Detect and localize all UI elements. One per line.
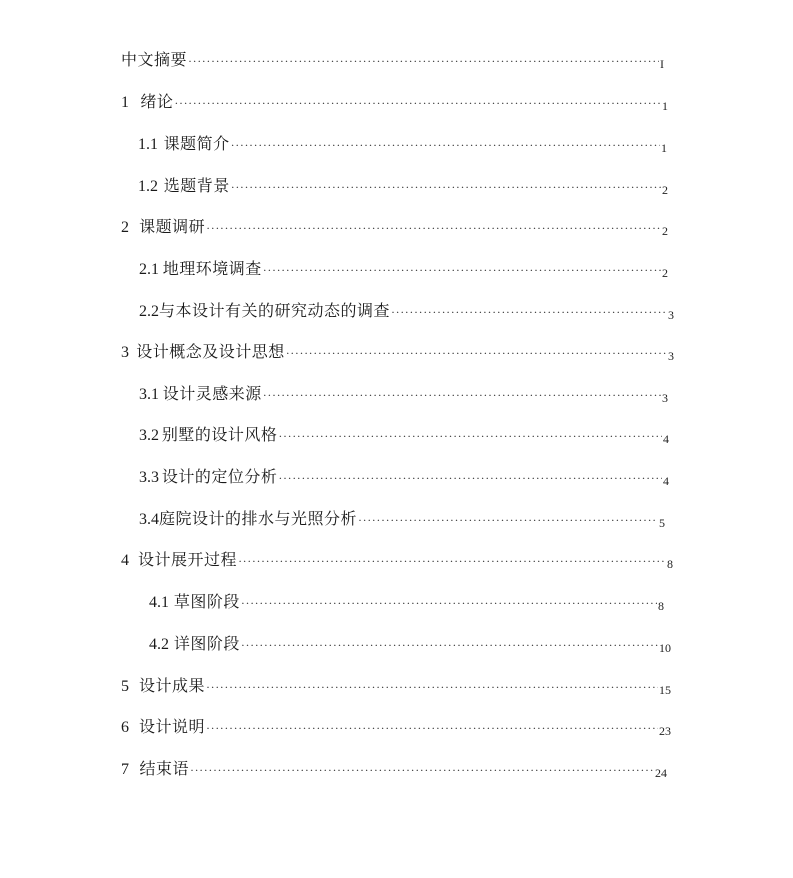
toc-entry-number: 1 <box>121 94 129 111</box>
toc-entry-title: 设计概念及设计思想 <box>136 342 285 361</box>
toc-leader-dots <box>231 180 661 195</box>
toc-entry-number: 2.1 <box>139 261 159 278</box>
toc-entry-title: 设计灵感来源 <box>162 384 262 403</box>
toc-entry-page: 23 <box>659 724 671 738</box>
toc-entry-3-1[interactable] <box>139 381 668 405</box>
toc-entry-title: 选题背景 <box>163 176 230 195</box>
toc-entry-page: 8 <box>658 599 664 613</box>
toc-entry-4[interactable] <box>121 547 673 571</box>
toc-entry-5[interactable] <box>121 673 671 697</box>
toc-entry-title: 别墅的设计风格 <box>161 425 278 444</box>
toc-entry-1-1[interactable] <box>138 131 667 155</box>
toc-entry-2-1[interactable] <box>139 256 668 280</box>
toc-entry-page: 8 <box>667 557 673 571</box>
toc-entry-7[interactable] <box>121 756 667 780</box>
toc-entry-page: 2 <box>662 183 668 197</box>
toc-entry-3-2[interactable] <box>139 422 669 446</box>
toc-entry-page: 3 <box>662 391 668 405</box>
toc-entry-title: 结束语 <box>139 759 189 778</box>
toc-entry-page: 1 <box>661 141 667 155</box>
toc-entry-number: 2 <box>121 219 129 236</box>
toc-entry-2-2[interactable] <box>139 298 674 322</box>
toc-entry-title: 地理环境调查 <box>162 259 262 278</box>
toc-entry-title: 庭院设计的排水与光照分析 <box>159 509 358 528</box>
toc-leader-dots <box>286 346 667 361</box>
toc-entry-title: 课题调研 <box>139 217 206 236</box>
toc-leader-dots <box>190 763 654 778</box>
toc-entry-number: 2.2 <box>139 303 159 320</box>
toc-entry-1[interactable] <box>121 89 668 113</box>
toc-entry-6[interactable] <box>121 714 671 738</box>
toc-entry-page: 2 <box>662 266 668 280</box>
toc-leader-dots <box>206 221 661 236</box>
toc-entry-number: 7 <box>121 761 129 778</box>
toc-entry-3-4[interactable] <box>139 506 665 530</box>
toc-entry-page: 1 <box>662 99 668 113</box>
toc-entry-number: 3.4 <box>139 511 159 528</box>
toc-entry-number: 5 <box>121 678 129 695</box>
toc-leader-dots <box>278 471 662 486</box>
toc-leader-dots <box>278 429 662 444</box>
toc-entry-3-3[interactable] <box>139 464 669 488</box>
toc-entry-title: 设计成果 <box>139 676 206 695</box>
toc-entry-4-2[interactable] <box>149 631 671 655</box>
toc-entry-title: 与本设计有关的研究动态的调查 <box>159 301 391 320</box>
toc-entry-3[interactable] <box>121 339 674 363</box>
toc-entry-2[interactable] <box>121 214 668 238</box>
toc-entry-number: 4 <box>121 552 129 569</box>
toc-entry-title: 中文摘要 <box>121 50 188 69</box>
toc-leader-dots <box>263 388 661 403</box>
toc-entry-abstract[interactable] <box>121 47 664 71</box>
toc-entry-page: 2 <box>662 224 668 238</box>
toc-leader-dots <box>206 721 658 736</box>
toc-entry-page: 3 <box>668 308 674 322</box>
toc-entry-title: 草图阶段 <box>173 592 240 611</box>
toc-leader-dots <box>188 54 659 69</box>
toc-entry-title: 设计展开过程 <box>138 550 238 569</box>
toc-entry-title: 设计说明 <box>139 717 206 736</box>
toc-entry-title: 详图阶段 <box>173 634 240 653</box>
toc-entry-page: 3 <box>668 349 674 363</box>
toc-entry-page: 10 <box>659 641 671 655</box>
toc-entry-number: 6 <box>121 719 129 736</box>
toc-entry-title: 课题简介 <box>163 134 230 153</box>
toc-entry-number: 3 <box>121 344 129 361</box>
toc-leader-dots <box>174 96 661 111</box>
toc-leader-dots <box>231 138 660 153</box>
toc-entry-number: 1.1 <box>138 136 158 153</box>
toc-entry-1-2[interactable] <box>138 173 668 197</box>
toc-leader-dots <box>241 596 657 611</box>
toc-entry-page: 15 <box>659 683 671 697</box>
toc-entry-title: 设计的定位分析 <box>161 467 278 486</box>
toc-entry-number: 3.3 <box>139 469 159 486</box>
toc-leader-dots <box>238 554 666 569</box>
toc-entry-number: 4.1 <box>149 594 169 611</box>
toc-entry-number: 1.2 <box>138 178 158 195</box>
toc-leader-dots <box>358 513 658 528</box>
toc-leader-dots <box>263 263 661 278</box>
toc-leader-dots <box>391 305 667 320</box>
toc-entry-number: 3.2 <box>139 427 159 444</box>
toc-entry-page: I <box>660 57 664 71</box>
toc-leader-dots <box>206 680 658 695</box>
toc-entry-number: 4.2 <box>149 636 169 653</box>
toc-entry-page: 5 <box>659 516 665 530</box>
toc-entry-page: 24 <box>655 766 667 780</box>
toc-entry-page: 4 <box>663 474 669 488</box>
toc-entry-4-1[interactable] <box>149 589 664 613</box>
toc-entry-title: 绪论 <box>140 92 174 111</box>
toc-entry-number: 3.1 <box>139 386 159 403</box>
toc-leader-dots <box>241 638 658 653</box>
toc-entry-page: 4 <box>663 432 669 446</box>
